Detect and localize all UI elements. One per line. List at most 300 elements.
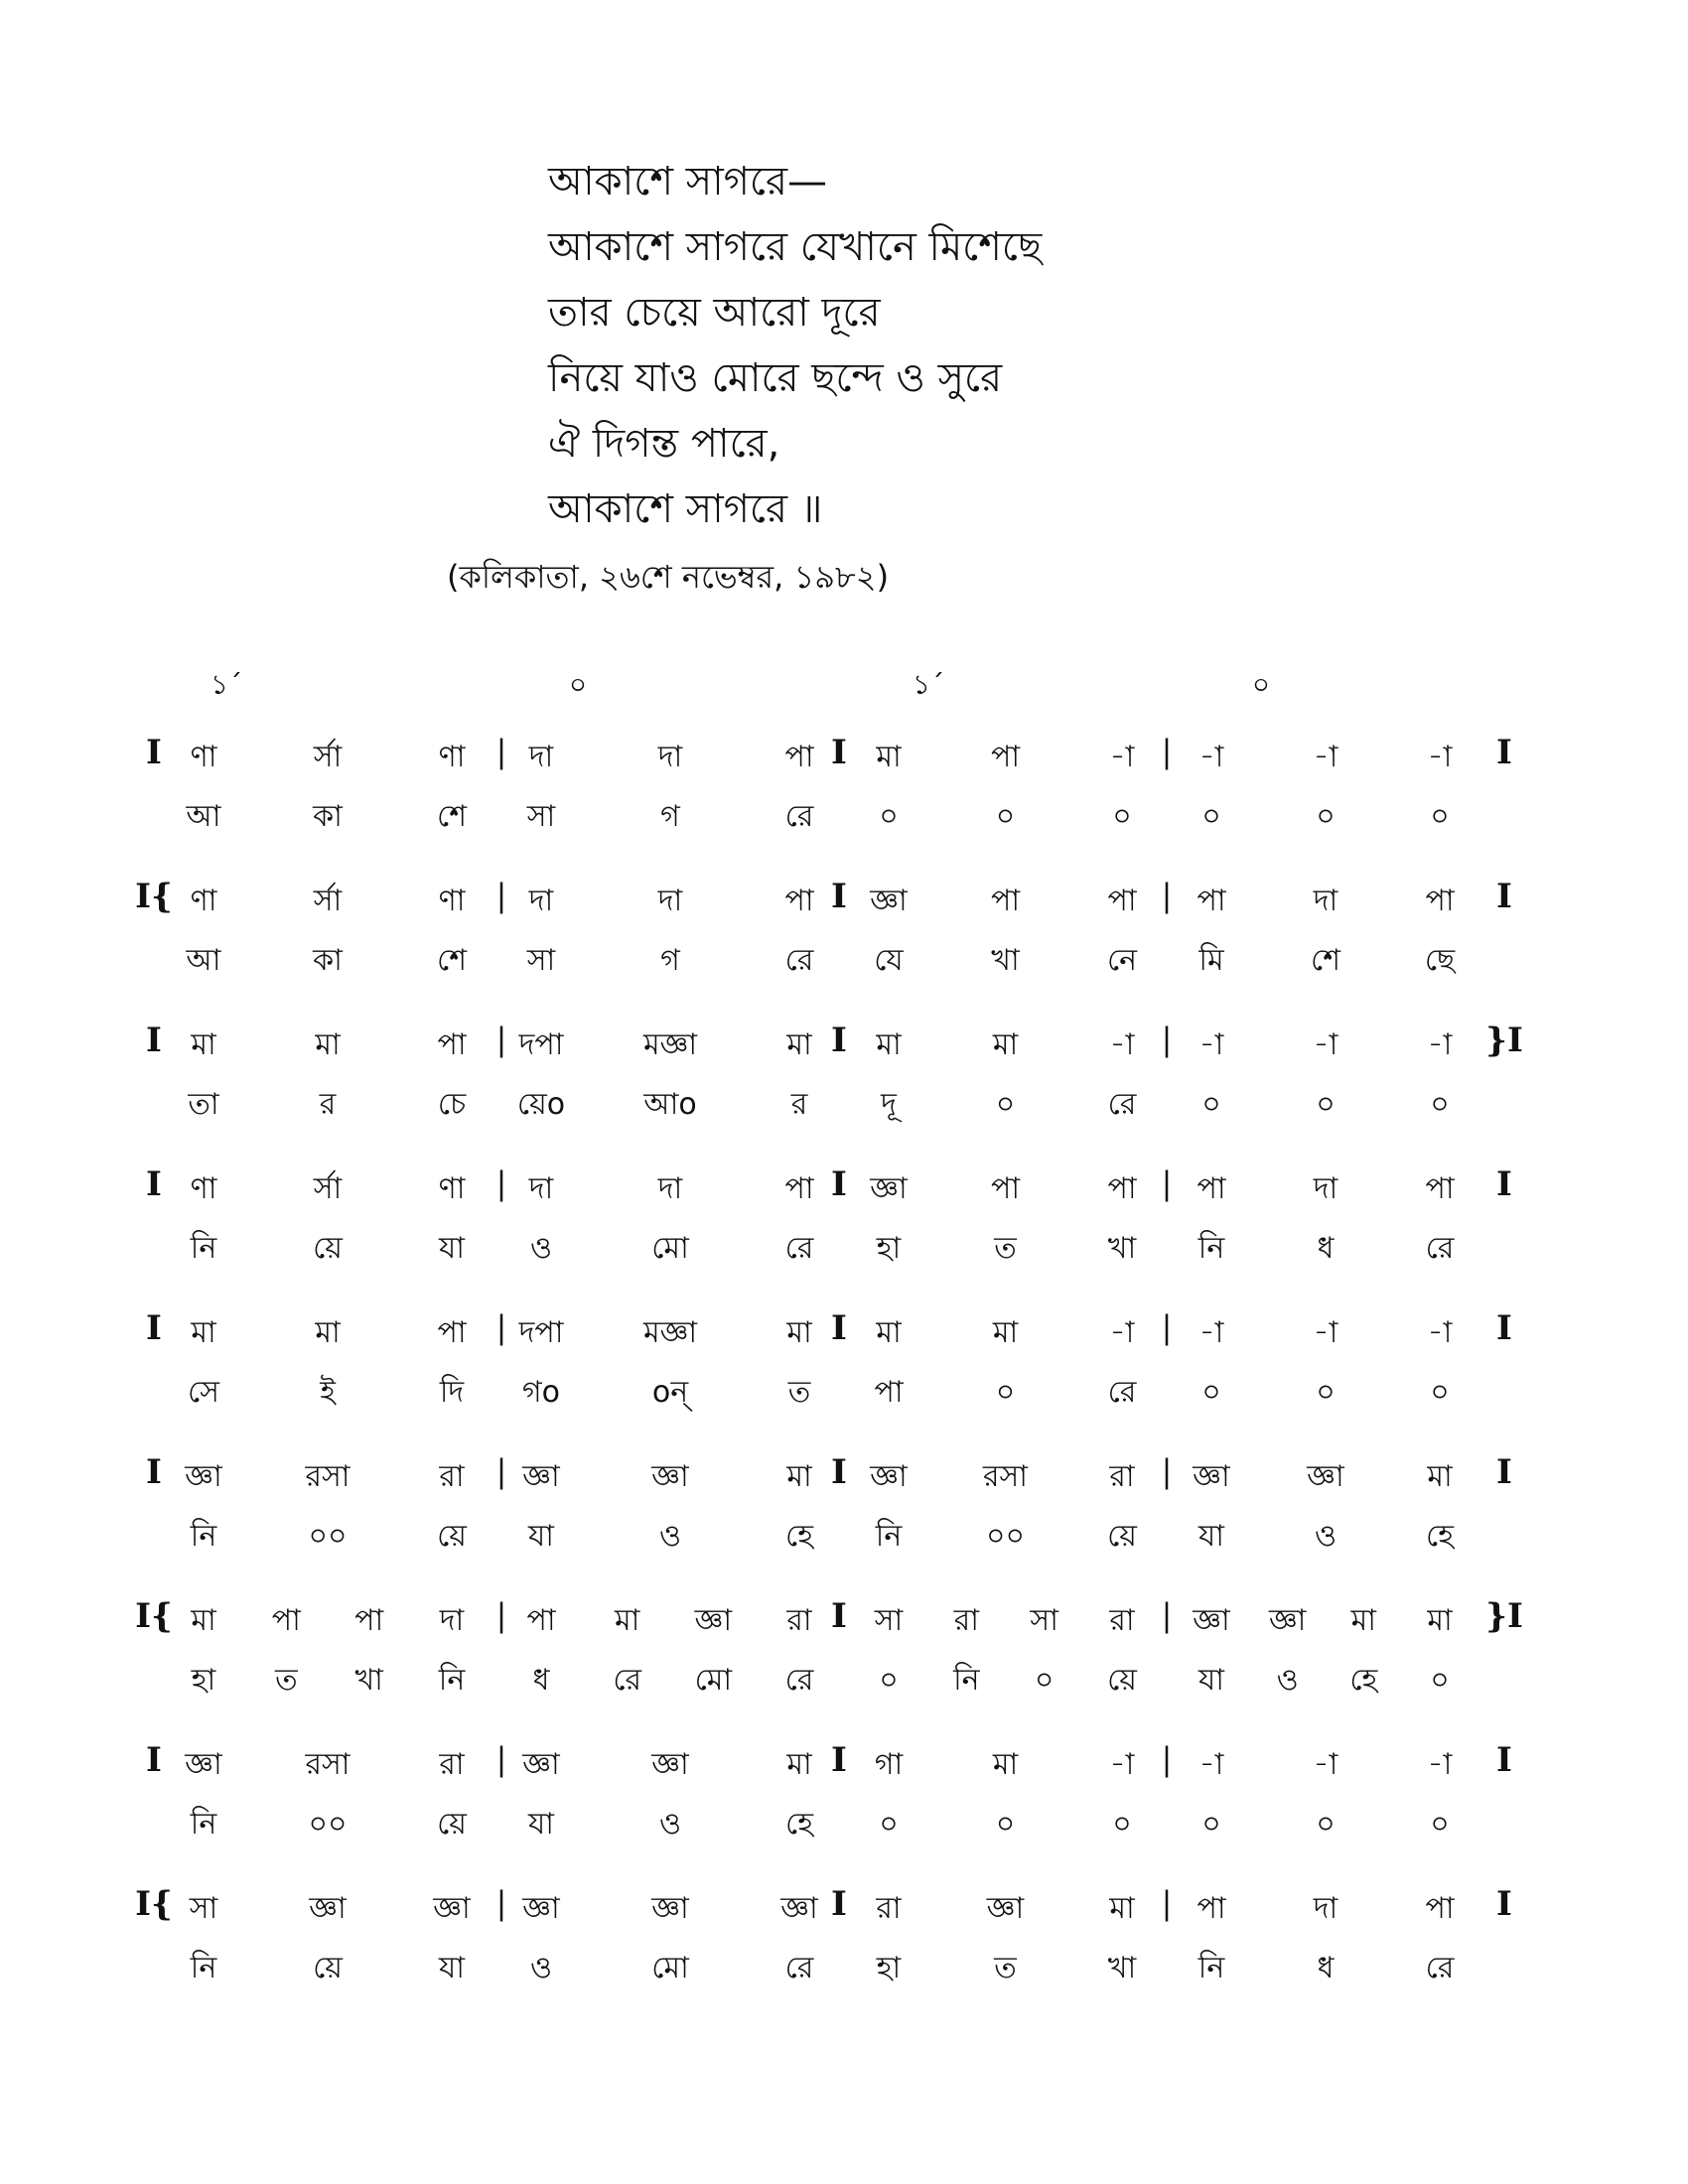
bani-cell: যে: [874, 943, 904, 978]
swara-cell: রসা: [305, 1459, 351, 1494]
bani-cell: আo: [643, 1087, 697, 1122]
swara-cell: দা: [528, 884, 554, 918]
notation-block: [0, 1596, 1688, 1740]
measure-bar: I: [831, 1164, 847, 1204]
beat-bar: |: [495, 1164, 507, 1202]
swara-cell: মা: [786, 1315, 812, 1350]
end-bar: I: [1496, 733, 1512, 772]
bani-cell: ০: [1316, 1807, 1336, 1842]
swara-cell: ণা: [438, 884, 466, 918]
lyrics: [548, 149, 1042, 542]
beat-bar: |: [1161, 1021, 1173, 1058]
swara-cell: রা: [953, 1603, 979, 1638]
swara-cell: -া: [1109, 740, 1135, 774]
bani-line: [0, 1656, 1688, 1706]
swara-cell: -া: [1427, 1027, 1453, 1062]
swara-cell: জ্ঞা: [986, 1891, 1025, 1926]
notation-block: [0, 733, 1688, 877]
bani-cell: ০: [1201, 1087, 1221, 1122]
bani-cell: তা: [188, 1087, 219, 1122]
bani-cell: ধ: [532, 1663, 550, 1698]
swara-cell: মা: [1350, 1603, 1377, 1638]
swara-cell: জ্ঞা: [651, 1747, 689, 1782]
swara-cell: র্সা: [313, 1171, 343, 1206]
swara-cell: মা: [992, 1315, 1019, 1350]
measure-bar: I: [831, 1452, 847, 1492]
beat-bar: |: [495, 1021, 507, 1058]
bani-cell: নি: [1197, 1231, 1225, 1266]
swara-cell: জ্ঞা: [870, 1171, 908, 1206]
swara-cell: জ্ঞা: [1193, 1603, 1230, 1638]
swara-cell: মা: [191, 1603, 216, 1638]
bani-cell: আ: [186, 799, 221, 834]
swara-cell: জ্ঞা: [309, 1891, 347, 1926]
bani-cell: শে: [437, 943, 467, 978]
swara-cell: জ্ঞা: [185, 1459, 222, 1494]
beat-bar: |: [1161, 1164, 1173, 1202]
swara-cell: পা: [526, 1603, 556, 1638]
swara-cell: -া: [1427, 740, 1453, 774]
bani-cell: দূ: [881, 1087, 897, 1122]
bani-cell: র: [319, 1087, 337, 1122]
beat-bar: |: [1161, 1740, 1173, 1778]
swara-cell: দা: [528, 740, 554, 774]
swara-cell: -া: [1109, 1747, 1135, 1782]
bani-cell: গo: [521, 1375, 561, 1410]
bani-cell: সা: [526, 799, 556, 834]
bani-cell: ত: [994, 1231, 1017, 1266]
notation-block: [0, 1021, 1688, 1164]
bani-cell: রে: [784, 943, 814, 978]
swara-cell: -া: [1109, 1027, 1135, 1062]
start-bar: I{: [135, 1884, 173, 1924]
swara-cell: ণা: [190, 1171, 217, 1206]
notation-block: [0, 1740, 1688, 1884]
swara-cell: জ্ঞা: [522, 1459, 560, 1494]
beat-bar: |: [495, 1596, 507, 1634]
swara-cell: -া: [1427, 1315, 1453, 1350]
bani-cell: নে: [1106, 943, 1138, 978]
beat-mark: ১´: [912, 668, 945, 701]
swara-cell: -া: [1313, 740, 1338, 774]
beat-bar: |: [1161, 1884, 1173, 1922]
bani-cell: মো: [651, 1231, 689, 1266]
notation-block: [0, 1884, 1688, 2028]
bani-cell: যা: [528, 1519, 554, 1554]
swara-cell: রসা: [982, 1459, 1029, 1494]
bani-cell: রে: [784, 1951, 814, 1985]
swara-cell: সা: [189, 1891, 218, 1926]
bani-cell: ০: [879, 1807, 899, 1842]
start-bar: I{: [135, 1596, 173, 1636]
swara-cell: -া: [1427, 1747, 1453, 1782]
beat-marks: [0, 663, 1688, 713]
bani-cell: ধ: [1317, 1231, 1335, 1266]
bani-cell: রে: [1425, 1951, 1455, 1985]
swara-cell: পা: [990, 1171, 1021, 1206]
start-bar: I: [146, 1308, 162, 1348]
bani-cell: রে: [613, 1663, 641, 1698]
bani-cell: খা: [354, 1663, 383, 1698]
beat-bar: |: [495, 1740, 507, 1778]
end-bar: I: [1496, 1164, 1512, 1204]
bani-cell: হা: [876, 1951, 902, 1985]
bani-cell: যা: [439, 1951, 465, 1985]
bani-line: [0, 1080, 1688, 1130]
bani-line: [0, 1512, 1688, 1562]
measure-bar: I: [831, 1884, 847, 1924]
bani-cell: পা: [874, 1375, 904, 1410]
bani-cell: ও: [658, 1519, 682, 1554]
swara-cell: পা: [784, 1171, 814, 1206]
swara-cell: মা: [992, 1027, 1019, 1062]
swara-cell: মা: [191, 1315, 216, 1350]
start-bar: I: [146, 1740, 162, 1780]
swara-cell: রা: [1109, 1603, 1135, 1638]
swara-cell: জ্ঞা: [522, 1747, 560, 1782]
bani-cell: ০০: [308, 1807, 348, 1842]
bani-line: [0, 936, 1688, 986]
beat-bar: |: [1161, 733, 1173, 770]
start-bar: I: [146, 733, 162, 772]
bani-cell: ০: [995, 799, 1016, 834]
bani-cell: ০০: [308, 1519, 348, 1554]
bani-cell: চে: [437, 1087, 467, 1122]
swara-cell: ণা: [438, 1171, 466, 1206]
bani-cell: রে: [1425, 1231, 1455, 1266]
swara-cell: জ্ঞা: [780, 1891, 818, 1926]
beat-bar: |: [1161, 877, 1173, 914]
beat-bar: |: [495, 877, 507, 914]
measure-bar: I: [831, 1021, 847, 1060]
swara-cell: -া: [1109, 1315, 1135, 1350]
swara-cell: পা: [1425, 884, 1455, 918]
bani-line: [0, 792, 1688, 842]
swara-cell: মা: [1109, 1891, 1135, 1926]
measure-bar: I: [831, 1596, 847, 1636]
swara-cell: র্সা: [313, 884, 343, 918]
bani-cell: আ: [186, 943, 221, 978]
swara-cell: -া: [1313, 1027, 1338, 1062]
bani-cell: ত: [994, 1951, 1017, 1985]
bani-cell: ০: [1430, 1663, 1450, 1698]
beat-bar: |: [495, 733, 507, 770]
bani-cell: নি: [190, 1951, 217, 1985]
swara-cell: মা: [191, 1027, 216, 1062]
swara-cell: পা: [1425, 1171, 1455, 1206]
swara-cell: মা: [992, 1747, 1019, 1782]
bani-cell: দি: [439, 1375, 465, 1410]
swara-cell: ণা: [190, 884, 217, 918]
swara-cell: ণা: [190, 740, 217, 774]
lyric-line: আকাশে সাগরে যেখানে মিশেছে: [548, 224, 1043, 270]
measure-bar: I: [831, 877, 847, 916]
bani-cell: য়ে: [313, 1231, 343, 1266]
bani-cell: ০: [1316, 799, 1336, 834]
bani-cell: রে: [784, 799, 814, 834]
bani-cell: র: [790, 1087, 808, 1122]
swara-cell: পা: [1196, 1171, 1226, 1206]
swara-line: [0, 1596, 1688, 1646]
swara-line: [0, 1884, 1688, 1934]
swara-cell: মজ্ঞা: [642, 1315, 698, 1350]
bani-cell: ০: [1316, 1087, 1336, 1122]
measure-bar: I: [831, 1308, 847, 1348]
end-bar: I: [1496, 1740, 1512, 1780]
swara-cell: পা: [271, 1603, 301, 1638]
swara-cell: পা: [784, 884, 814, 918]
start-bar: I: [146, 1164, 162, 1204]
swara-cell: দপা: [518, 1027, 564, 1062]
beat-mark: ০: [1251, 668, 1271, 701]
swara-cell: মা: [876, 1315, 902, 1350]
measure-bar: I: [831, 733, 847, 772]
swara-line: [0, 1452, 1688, 1502]
swara-cell: সা: [874, 1603, 904, 1638]
bani-cell: সা: [526, 943, 556, 978]
swara-cell: জ্ঞা: [870, 884, 908, 918]
swara-cell: দপা: [518, 1315, 564, 1350]
beat-bar: |: [495, 1884, 507, 1922]
swara-cell: দা: [657, 1171, 683, 1206]
swara-line: [0, 877, 1688, 926]
bani-cell: ত: [787, 1375, 811, 1410]
bani-line: [0, 1800, 1688, 1849]
start-bar: I{: [135, 877, 173, 916]
bani-cell: খা: [991, 943, 1020, 978]
bani-cell: হে: [1426, 1519, 1454, 1554]
bani-cell: য়েo: [516, 1087, 566, 1122]
swara-cell: পা: [990, 884, 1021, 918]
bani-cell: ০: [1430, 799, 1450, 834]
bani-cell: রে: [784, 1231, 814, 1266]
bani-line: [0, 1368, 1688, 1418]
swara-cell: পা: [1107, 1171, 1137, 1206]
swara-cell: মা: [1427, 1603, 1453, 1638]
end-bar: I: [1496, 1884, 1512, 1924]
swara-cell: জ্ঞা: [1307, 1459, 1344, 1494]
notation-block: [0, 1164, 1688, 1308]
swara-cell: -া: [1198, 740, 1224, 774]
bani-cell: যা: [528, 1807, 554, 1842]
swara-cell: জ্ঞা: [522, 1891, 560, 1926]
bani-cell: ত: [275, 1663, 298, 1698]
swara-cell: মা: [1427, 1459, 1453, 1494]
beat-bar: |: [495, 1452, 507, 1490]
start-bar: I: [146, 1021, 162, 1060]
beat-mark: ১´: [210, 668, 243, 701]
bani-cell: যা: [439, 1231, 465, 1266]
bani-cell: ০: [879, 1663, 899, 1698]
beat-bar: |: [1161, 1308, 1173, 1346]
bani-cell: ও: [1314, 1519, 1337, 1554]
bani-cell: সে: [188, 1375, 219, 1410]
bani-cell: গ: [660, 799, 680, 834]
swara-cell: মা: [315, 1315, 341, 1350]
swara-cell: জ্ঞা: [1193, 1459, 1230, 1494]
swara-cell: জ্ঞা: [185, 1747, 222, 1782]
beat-mark: ০: [568, 668, 588, 701]
lyric-line: তার চেয়ে আরো দূরে: [548, 290, 881, 336]
swara-cell: মা: [876, 1027, 902, 1062]
bani-cell: ও: [1276, 1663, 1299, 1698]
swara-cell: রা: [1109, 1459, 1135, 1494]
swara-cell: পা: [1107, 884, 1137, 918]
swara-cell: পা: [1196, 1891, 1226, 1926]
bani-cell: খা: [1107, 1231, 1137, 1266]
swara-cell: জ্ঞা: [651, 1891, 689, 1926]
swara-cell: দা: [439, 1603, 465, 1638]
bani-cell: হে: [785, 1519, 813, 1554]
swara-line: [0, 1740, 1688, 1790]
bani-cell: হে: [1349, 1663, 1378, 1698]
bani-cell: নি: [190, 1807, 217, 1842]
swara-cell: পা: [1196, 884, 1226, 918]
bani-cell: গ: [660, 943, 680, 978]
bani-cell: হা: [876, 1231, 902, 1266]
swara-line: [0, 1021, 1688, 1070]
swara-cell: রা: [439, 1747, 465, 1782]
bani-cell: মো: [694, 1663, 733, 1698]
swara-cell: জ্ঞা: [433, 1891, 471, 1926]
bani-cell: ই: [320, 1375, 336, 1410]
swara-cell: রা: [786, 1603, 812, 1638]
end-bar: I: [1496, 1452, 1512, 1492]
swara-cell: জ্ঞা: [651, 1459, 689, 1494]
bani-cell: ও: [529, 1231, 553, 1266]
bani-cell: হে: [785, 1807, 813, 1842]
swara-cell: মা: [786, 1459, 812, 1494]
swara-cell: -া: [1198, 1747, 1224, 1782]
bani-cell: ছে: [1424, 943, 1456, 978]
bani-cell: ০: [1430, 1087, 1450, 1122]
notation-block: [0, 1452, 1688, 1596]
bani-cell: নি: [953, 1663, 980, 1698]
swara-cell: রা: [876, 1891, 902, 1926]
bani-cell: কা: [313, 943, 343, 978]
bani-cell: ও: [658, 1807, 682, 1842]
swara-cell: মা: [614, 1603, 640, 1638]
swara-line: [0, 733, 1688, 782]
swara-cell: পা: [1425, 1891, 1455, 1926]
end-bar: }I: [1485, 1596, 1523, 1636]
notation: [0, 733, 1688, 2028]
bani-cell: ০: [1430, 1807, 1450, 1842]
bani-cell: নি: [875, 1519, 903, 1554]
bani-cell: নি: [190, 1519, 217, 1554]
swara-cell: -া: [1198, 1315, 1224, 1350]
swara-cell: মা: [786, 1027, 812, 1062]
swara-cell: পা: [990, 740, 1021, 774]
swara-cell: পা: [437, 1027, 467, 1062]
swara-cell: -া: [1313, 1315, 1338, 1350]
bani-cell: শে: [1311, 943, 1340, 978]
start-bar: I: [146, 1452, 162, 1492]
bani-cell: ০: [1034, 1663, 1055, 1698]
bani-cell: হা: [191, 1663, 216, 1698]
bani-cell: ০: [1112, 1807, 1132, 1842]
end-bar: }I: [1485, 1021, 1523, 1060]
bani-cell: ০: [1201, 799, 1221, 834]
bani-cell: ও: [529, 1951, 553, 1985]
swara-cell: দা: [1313, 1171, 1338, 1206]
bani-cell: মো: [651, 1951, 689, 1985]
end-bar: I: [1496, 1308, 1512, 1348]
bani-cell: ০: [1201, 1375, 1221, 1410]
bani-cell: শে: [437, 799, 467, 834]
bani-cell: ০: [1112, 799, 1132, 834]
bani-cell: রে: [784, 1663, 814, 1698]
bani-cell: য়ে: [437, 1519, 467, 1554]
bani-cell: ০০: [985, 1519, 1026, 1554]
bani-cell: য়ে: [1107, 1663, 1137, 1698]
lyric-line: আকাশে সাগরে ॥: [548, 486, 823, 532]
swara-cell: মা: [876, 740, 902, 774]
swara-cell: রা: [439, 1459, 465, 1494]
swara-cell: জ্ঞা: [1268, 1603, 1307, 1638]
swara-cell: মা: [315, 1027, 341, 1062]
bani-cell: নি: [438, 1663, 466, 1698]
swara-cell: সা: [1030, 1603, 1058, 1638]
bani-cell: ০: [995, 1087, 1016, 1122]
bani-cell: য়ে: [437, 1807, 467, 1842]
bani-cell: ০: [1201, 1807, 1221, 1842]
swara-cell: গা: [874, 1747, 904, 1782]
beat-bar: |: [495, 1308, 507, 1346]
end-bar: I: [1496, 877, 1512, 916]
bani-cell: রে: [1107, 1087, 1137, 1122]
swara-cell: মজ্ঞা: [642, 1027, 698, 1062]
bani-cell: ০: [879, 799, 899, 834]
bani-cell: ০: [995, 1807, 1016, 1842]
lyric-line: ঐ দিগন্ত পারে,: [548, 421, 780, 467]
notation-block: [0, 1308, 1688, 1452]
swara-cell: ণা: [438, 740, 466, 774]
bani-cell: নি: [190, 1231, 217, 1266]
bani-cell: খা: [1107, 1951, 1137, 1985]
beat-bar: |: [1161, 1452, 1173, 1490]
swara-cell: দা: [1313, 1891, 1338, 1926]
bani-cell: কা: [313, 799, 343, 834]
bani-line: [0, 1224, 1688, 1274]
bani-cell: য়ে: [313, 1951, 343, 1985]
bani-cell: নি: [1197, 1951, 1225, 1985]
swara-cell: মা: [786, 1747, 812, 1782]
swara-cell: পা: [437, 1315, 467, 1350]
swara-cell: দা: [657, 740, 683, 774]
measure-bar: I: [831, 1740, 847, 1780]
swara-cell: দা: [657, 884, 683, 918]
bani-cell: ০: [1316, 1375, 1336, 1410]
swara-cell: পা: [354, 1603, 384, 1638]
swara-cell: পা: [784, 740, 814, 774]
bani-cell: oন্: [651, 1375, 689, 1410]
lyric-line: আকাশে সাগরে—: [548, 159, 828, 205]
swara-line: [0, 1308, 1688, 1358]
lyric-line: নিয়ে যাও মোরে ছন্দে ও সুরে: [548, 355, 1003, 401]
swara-cell: জ্ঞা: [870, 1459, 908, 1494]
swara-cell: -া: [1313, 1747, 1338, 1782]
bani-cell: যা: [1198, 1519, 1224, 1554]
swara-cell: দা: [1313, 884, 1338, 918]
notation-block: [0, 877, 1688, 1021]
swara-cell: র্সা: [313, 740, 343, 774]
bani-cell: ০: [1430, 1375, 1450, 1410]
bani-cell: ধ: [1317, 1951, 1335, 1985]
bani-cell: য়ে: [1107, 1519, 1137, 1554]
bani-line: [0, 1944, 1688, 1993]
bani-cell: ০: [995, 1375, 1016, 1410]
